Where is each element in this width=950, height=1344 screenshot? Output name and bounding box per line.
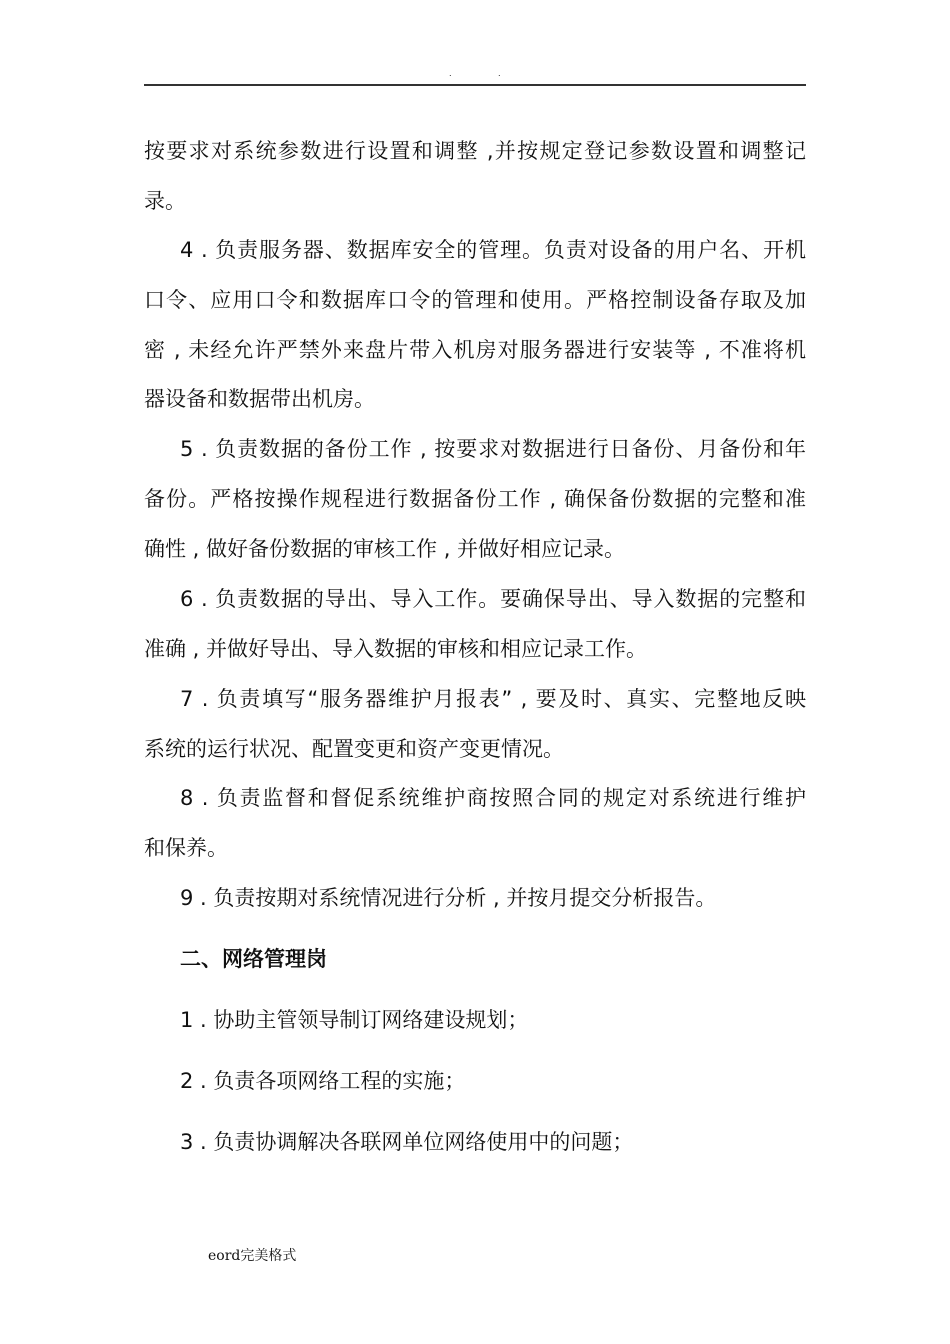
paragraph-line: 录。 — [144, 189, 186, 213]
header-dot: . — [449, 69, 452, 78]
paragraph-line: 密 , 未经允许严禁外来盘片带入机房对服务器进行安装等 , 不准将机 — [144, 338, 806, 362]
paragraph-line: 和保养。 — [144, 836, 228, 860]
paragraph-line: 6 . 负责数据的导出、导入工作。要确保导出、导入数据的完整和 — [180, 587, 806, 611]
paragraph-line: 4 . 负责服务器、数据库安全的管理。负责对设备的用户名、开机 — [180, 238, 806, 262]
paragraph-line: 系统的运行状况、配置变更和资产变更情况。 — [144, 737, 564, 761]
list-item: 3 . 负责协调解决各联网单位网络使用中的问题； — [180, 1130, 634, 1154]
header-rule — [144, 84, 806, 86]
section-heading: 二、网络管理岗 — [180, 947, 327, 971]
paragraph-line: 器设备和数据带出机房。 — [144, 387, 375, 411]
list-item: 1 . 协助主管领导制订网络建设规划； — [180, 1008, 529, 1032]
paragraph-line: 备份。严格按操作规程进行数据备份工作 , 确保备份数据的完整和准 — [144, 487, 806, 511]
paragraph-line: 按要求对系统参数进行设置和调整 ,并按规定登记参数设置和调整记 — [144, 139, 806, 163]
paragraph-line: 9 . 负责按期对系统情况进行分析 , 并按月提交分析报告。 — [180, 886, 717, 910]
paragraph-line: 口令、应用口令和数据库口令的管理和使用。严格控制设备存取及加 — [144, 288, 806, 312]
paragraph-line: 7 . 负责填写“服务器维护月报表” , 要及时、真实、完整地反映 — [180, 687, 806, 711]
list-item: 2 . 负责各项网络工程的实施； — [180, 1069, 466, 1093]
paragraph-line: 8 . 负责监督和督促系统维护商按照合同的规定对系统进行维护 — [180, 786, 806, 810]
paragraph-line: 5 . 负责数据的备份工作 , 按要求对数据进行日备份、月备份和年 — [180, 437, 806, 461]
footer-text: eord完美格式 — [208, 1248, 297, 1264]
paragraph-line: 准确 , 并做好导出、导入数据的审核和相应记录工作。 — [144, 637, 648, 661]
header-dots — [0, 70, 950, 80]
paragraph-line: 确性 , 做好备份数据的审核工作 , 并做好相应记录。 — [144, 537, 626, 561]
header-dot: . — [498, 69, 501, 78]
